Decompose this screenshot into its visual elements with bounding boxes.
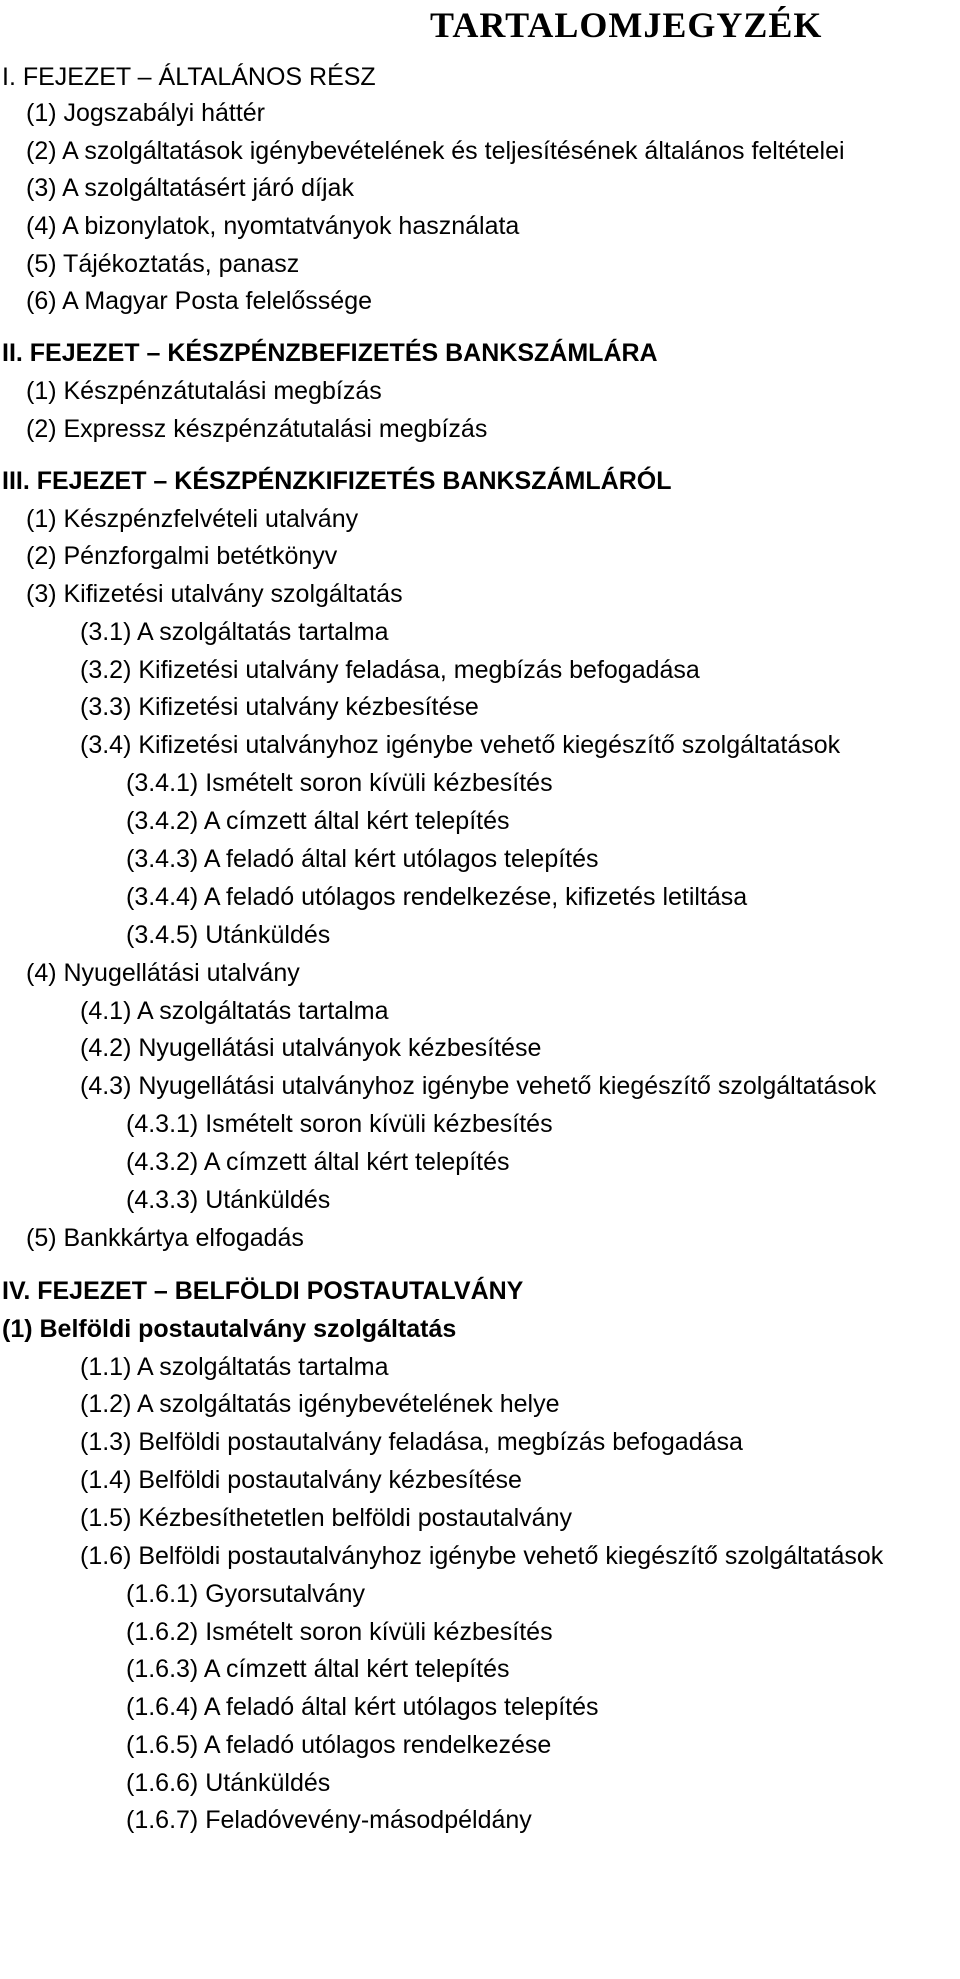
- toc-entry: (3) A szolgáltatásért járó díjak: [26, 174, 354, 202]
- toc-entry: (4) Nyugellátási utalvány: [26, 959, 300, 987]
- toc-entry: (5) Bankkártya elfogadás: [26, 1224, 304, 1252]
- toc-entry: (5) Tájékoztatás, panasz: [26, 250, 300, 278]
- toc-entry: (2) A szolgáltatások igénybevételének és teljesítésének általános feltételei: [26, 137, 845, 165]
- toc-entry: I. FEJEZET – ÁLTALÁNOS RÉSZ: [2, 63, 376, 91]
- toc-entry: (3.4.2) A címzett által kért telepítés: [126, 807, 510, 835]
- toc-entry: (1.5) Kézbesíthetetlen belföldi postautalvány: [80, 1504, 572, 1532]
- toc-entry: (3.4.1) Ismételt soron kívüli kézbesítés: [126, 769, 553, 797]
- toc-entry: (1.6.2) Ismételt soron kívüli kézbesítés: [126, 1618, 553, 1646]
- toc-entry: (6) A Magyar Posta felelőssége: [26, 287, 373, 315]
- toc-entry: (1.6.5) A feladó utólagos rendelkezése: [126, 1731, 552, 1759]
- toc-entry: (3.3) Kifizetési utalvány kézbesítése: [80, 693, 479, 721]
- toc-entry: (1.6) Belföldi postautalványhoz igénybe vehető kiegészítő szolgáltatások: [80, 1542, 884, 1570]
- toc-entry: (2) Pénzforgalmi betétkönyv: [26, 542, 338, 570]
- toc-entry: (4.3.1) Ismételt soron kívüli kézbesítés: [126, 1110, 553, 1138]
- toc-entry: (4.2) Nyugellátási utalványok kézbesítése: [80, 1034, 542, 1062]
- toc-entry: (3) Kifizetési utalvány szolgáltatás: [26, 580, 403, 608]
- toc-entry: (1.6.1) Gyorsutalvány: [126, 1580, 365, 1608]
- toc-entry: (3.4) Kifizetési utalványhoz igénybe vehető kiegészítő szolgáltatások: [80, 731, 841, 759]
- toc-entry: (1.6.6) Utánküldés: [126, 1769, 331, 1797]
- toc-entry: (1) Jogszabályi háttér: [26, 99, 266, 127]
- toc-entry: (3.4.3) A feladó által kért utólagos telepítés: [126, 845, 599, 873]
- toc-entry: (1.2) A szolgáltatás igénybevételének helye: [80, 1390, 560, 1418]
- toc-entry: (4.3) Nyugellátási utalványhoz igénybe vehető kiegészítő szolgáltatások: [80, 1072, 877, 1100]
- toc-chapter-heading: II. FEJEZET – KÉSZPÉNZBEFIZETÉS BANKSZÁMLÁRA: [2, 339, 658, 367]
- toc-entry: (3.4.5) Utánküldés: [126, 921, 331, 949]
- toc-entry: (1.3) Belföldi postautalvány feladása, megbízás befogadása: [80, 1428, 743, 1456]
- toc-entry: (1.1) A szolgáltatás tartalma: [80, 1353, 389, 1381]
- toc-entry: (1.6.3) A címzett által kért telepítés: [126, 1655, 510, 1683]
- toc-entry: (4.3.3) Utánküldés: [126, 1186, 331, 1214]
- toc-entry: (1.4) Belföldi postautalvány kézbesítése: [80, 1466, 522, 1494]
- toc-entry: (1.6.7) Feladóvevény-másodpéldány: [126, 1806, 532, 1834]
- toc-entry: (1) Készpénzfelvételi utalvány: [26, 505, 359, 533]
- toc-chapter-heading: III. FEJEZET – KÉSZPÉNZKIFIZETÉS BANKSZÁMLÁRÓL: [2, 467, 672, 495]
- toc-chapter-heading: (1) Belföldi postautalvány szolgáltatás: [2, 1315, 457, 1343]
- page-title: TARTALOMJEGYZÉK: [430, 5, 823, 45]
- toc-entry: (4.3.2) A címzett által kért telepítés: [126, 1148, 510, 1176]
- toc-chapter-heading: IV. FEJEZET – BELFÖLDI POSTAUTALVÁNY: [2, 1277, 524, 1305]
- toc-entry: (2) Expressz készpénzátutalási megbízás: [26, 415, 488, 443]
- toc-entry: (3.1) A szolgáltatás tartalma: [80, 618, 389, 646]
- toc-entry: (4) A bizonylatok, nyomtatványok használata: [26, 212, 520, 240]
- toc-entry: (1.6.4) A feladó által kért utólagos telepítés: [126, 1693, 599, 1721]
- toc-entry: (4.1) A szolgáltatás tartalma: [80, 997, 389, 1025]
- toc-entry: (3.4.4) A feladó utólagos rendelkezése, kifizetés letiltása: [126, 883, 748, 911]
- toc-entry: (1) Készpénzátutalási megbízás: [26, 377, 382, 405]
- toc-entry: (3.2) Kifizetési utalvány feladása, megbízás befogadása: [80, 656, 700, 684]
